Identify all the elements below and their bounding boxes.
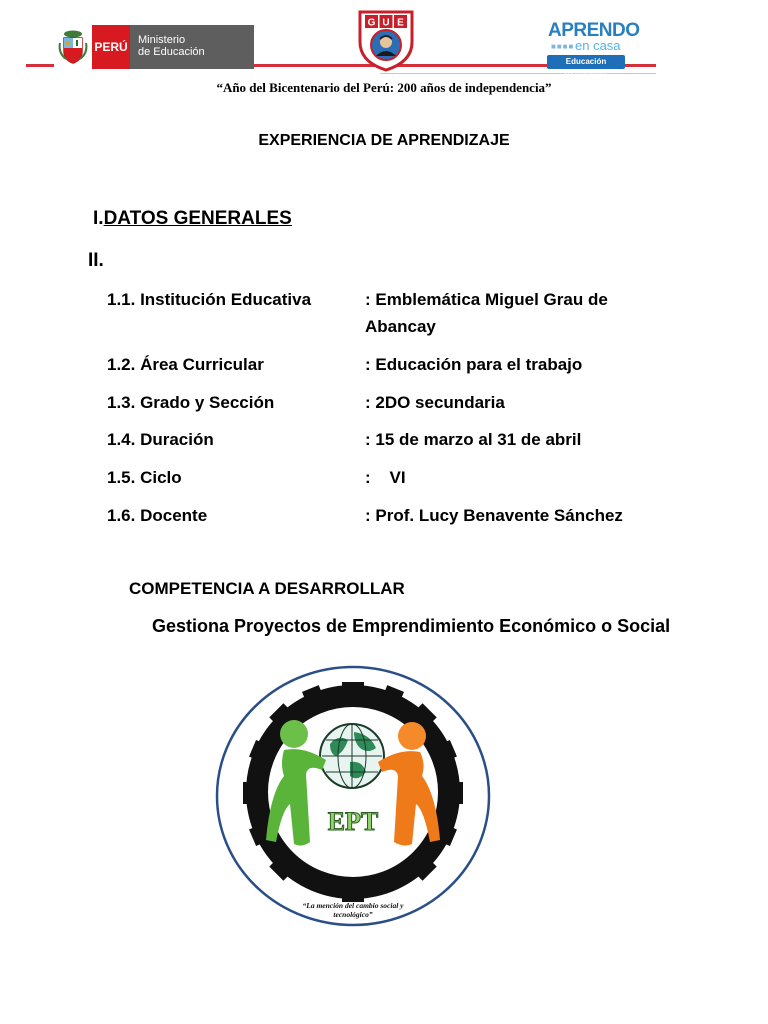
section-numeral-2: II. (88, 250, 104, 271)
peru-coat-of-arms-icon (54, 25, 92, 69)
data-label: 1.3. Grado y Sección (107, 393, 275, 412)
data-value: : 15 de marzo al 31 de abril (365, 430, 582, 449)
ministry-line-1: Ministerio (138, 34, 186, 46)
section-numeral-1: I. (93, 208, 104, 229)
data-label: 1.5. Ciclo (107, 468, 182, 487)
year-motto-text: “Año del Bicentenario del Perú: 200 años de independencia” (216, 80, 552, 95)
data-value: : Prof. Lucy Benavente Sánchez (365, 506, 623, 525)
minedu-logo (54, 25, 254, 69)
aprendo-subtitle: en casa (575, 38, 621, 53)
aprendo-en-casa-logo (545, 20, 640, 80)
gue-letter-g: G (367, 17, 376, 29)
ept-logo (214, 664, 492, 928)
section-title-1: DATOS GENERALES (103, 208, 292, 229)
gue-letter-u: U (382, 17, 390, 29)
competencia-text: Gestiona Proyectos de Emprendimiento Económico o Social (152, 616, 671, 636)
aprendo-title: APRENDO (548, 20, 640, 41)
ministry-line-2: de Educación (138, 46, 205, 58)
data-value: : Emblemática Miguel Grau de Abancay (365, 290, 608, 336)
data-value: : Educación para el trabajo (365, 355, 583, 374)
data-label: 1.6. Docente (107, 506, 208, 525)
data-value: : 2DO secundaria (365, 393, 505, 412)
school-shield-logo (356, 8, 416, 72)
aprendo-dots-icon: ■■■■ (551, 42, 575, 51)
page-title: EXPERIENCIA DE APRENDIZAJE (258, 132, 510, 149)
section-heading-datos-generales (93, 208, 292, 230)
peru-label: PERÚ (92, 25, 130, 69)
year-motto (0, 80, 768, 96)
data-label: 1.4. Duración (107, 430, 214, 449)
gue-letter-e: E (397, 17, 404, 29)
competencia-heading: COMPETENCIA A DESARROLLAR (129, 579, 405, 598)
ministry-name (130, 25, 254, 69)
data-label: 1.2. Área Curricular (107, 355, 264, 374)
data-label: 1.1. Institución Educativa (107, 290, 312, 309)
ept-slogan-line-2: tecnológico” (333, 910, 373, 919)
aprendo-badge: Educación Secundaria (547, 55, 625, 69)
ept-slogan-line-1: “La mención del cambio social y (302, 901, 404, 910)
ept-letters: EPT (327, 807, 379, 836)
data-value: : VI (365, 468, 406, 487)
